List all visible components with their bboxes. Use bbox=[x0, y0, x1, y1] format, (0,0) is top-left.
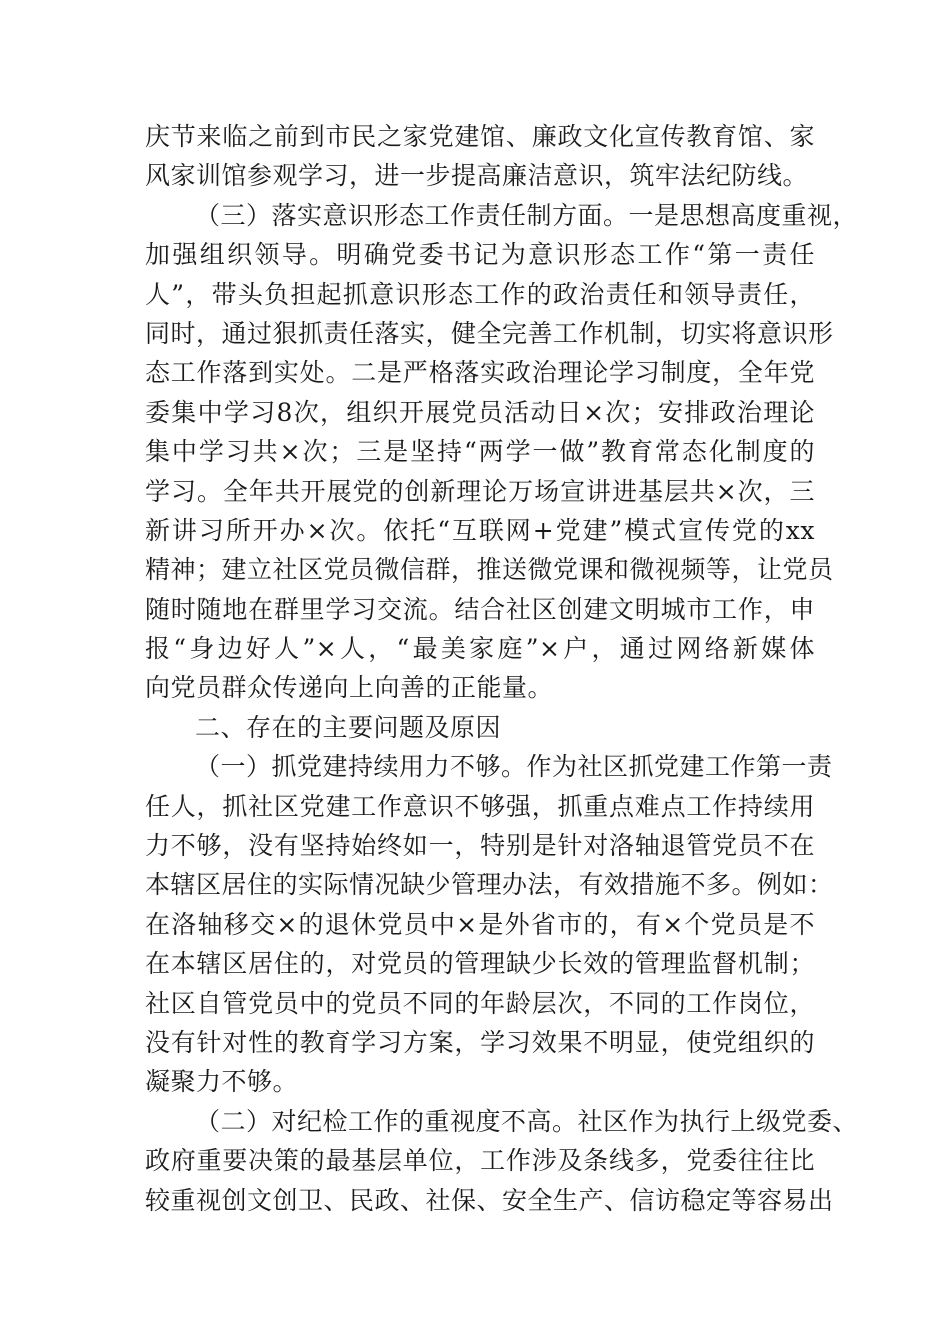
text-line: 人”，带头负担起抓意识形态工作的政治责任和领导责任， bbox=[145, 279, 815, 309]
text-line: 随时随地在群里学习交流。结合社区创建文明城市工作，申 bbox=[145, 594, 815, 624]
text-line: 政府重要决策的最基层单位，工作涉及条线多，党委往往比 bbox=[145, 1146, 815, 1176]
text-line: 社区自管党员中的党员不同的年龄层次，不同的工作岗位， bbox=[145, 988, 815, 1018]
paragraph-heading-line: （二）对纪检工作的重视度不高。社区作为执行上级党委、 bbox=[195, 1106, 859, 1136]
paragraph-heading-line: （三）落实意识形态工作责任制方面。一是思想高度重视， bbox=[195, 200, 859, 230]
text-line: 新讲习所开办×次。依托“互联网+党建”模式宣传党的xx bbox=[145, 515, 815, 545]
text-line: 态工作落到实处。二是严格落实政治理论学习制度，全年党 bbox=[145, 358, 815, 388]
text-line: 精神；建立社区党员微信群，推送微党课和微视频等，让党员 bbox=[145, 555, 834, 585]
text-line: 同时，通过狠抓责任落实，健全完善工作机制，切实将意识形 bbox=[145, 318, 834, 348]
text-line: 学习。全年共开展党的创新理论万场宣讲进基层共×次，三 bbox=[145, 476, 815, 506]
text-line: 风家训馆参观学习，进一步提高廉洁意识，筑牢法纪防线。 bbox=[145, 161, 809, 191]
text-line: 力不够，没有坚持始终如一，特别是针对洛轴退管党员不在 bbox=[145, 831, 815, 861]
text-line: 委集中学习8次，组织开展党员活动日×次；安排政治理论 bbox=[145, 397, 815, 427]
text-line: 向党员群众传递向上向善的正能量。 bbox=[145, 673, 554, 703]
text-line: 集中学习共×次；三是坚持“两学一做”教育常态化制度的 bbox=[145, 437, 815, 467]
text-line: 加强组织领导。明确党委书记为意识形态工作“第一责任 bbox=[145, 240, 815, 270]
text-line: 在本辖区居住的，对党员的管理缺少长效的管理监督机制； bbox=[145, 949, 815, 979]
text-line: 庆节来临之前到市民之家党建馆、廉政文化宣传教育馆、家 bbox=[145, 122, 815, 151]
text-line: 在洛轴移交×的退休党员中×是外省市的，有×个党员是不 bbox=[145, 909, 815, 939]
document-body bbox=[145, 117, 859, 1220]
paragraph-heading-line: （一）抓党建持续用力不够。作为社区抓党建工作第一责 bbox=[195, 752, 833, 782]
text-line: 较重视创文创卫、民政、社保、安全生产、信访稳定等容易出 bbox=[145, 1185, 834, 1215]
text-line: 报“身边好人”×人，“最美家庭”×户，通过网络新媒体 bbox=[145, 634, 815, 664]
section-heading: 二、存在的主要问题及原因 bbox=[195, 712, 502, 742]
text-line: 任人，抓社区党建工作意识不够强，抓重点难点工作持续用 bbox=[145, 791, 815, 821]
text-line: 本辖区居住的实际情况缺少管理办法，有效措施不多。例如： bbox=[145, 870, 834, 900]
text-line: 凝聚力不够。 bbox=[145, 1067, 299, 1097]
text-line: 没有针对性的教育学习方案，学习效果不明显，使党组织的 bbox=[145, 1027, 815, 1057]
